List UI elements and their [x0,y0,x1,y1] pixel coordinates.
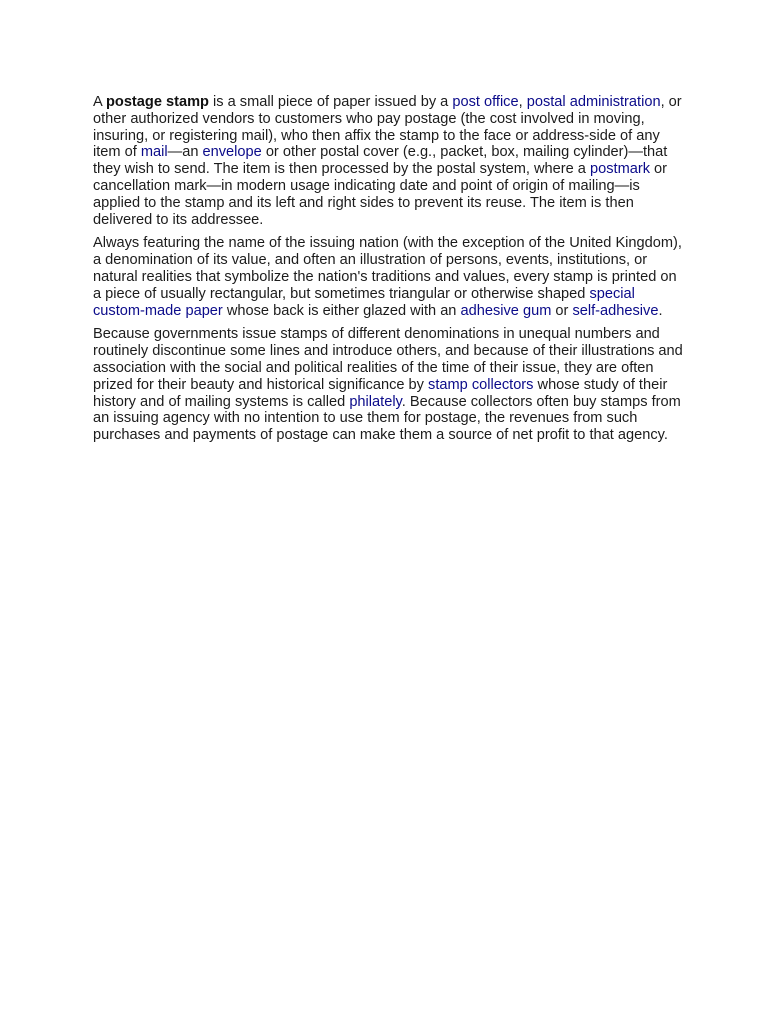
text-run: or other postal cover (e.g., packet, box, mailing cylinder)—that they wish to send. The item is then processed by the postal system, where a [93,144,668,178]
link-adhesive-gum[interactable]: adhesive gum [460,302,552,319]
link-envelope[interactable]: envelope [202,144,262,161]
link-post-office[interactable]: post office [452,94,519,110]
text-run: is a small piece of paper issued by a [208,94,453,110]
text-run: whose study of their history and of mailing systems is called [93,376,668,410]
text-run: or [551,302,573,319]
document-body [93,94,683,451]
paragraph-2 [93,235,683,319]
bold-term: postage stamp [105,94,209,110]
text-run: , [518,94,527,110]
link-mail[interactable]: mail [140,144,168,161]
text-run: . Because collectors often buy stamps from an issuing agency with no intention to use them for postage, the revenues from such purchases and payments of postage can make them a source of net profit to that agency. [93,393,681,444]
text-run: Because governments issue stamps of different denominations in unequal numbers and routinely discontinue some lines and introduce others, and because of their illustrations and association with the social and political realities of the time of their issue, they are often prized for their beauty and historical significance by [93,326,683,393]
link-self-adhesive[interactable]: self-adhesive [572,302,659,319]
text-run: , or other authorized vendors to customers who pay postage (the cost involved in moving, insuring, or registering mail), who then affix the stamp to the face or address-side of any item of [93,94,682,161]
text-run: or cancellation mark—in modern usage indicating date and point of origin of mailing—is applied to the stamp and its left and right sides to prevent its reuse. The item is then delivered to its addressee. [93,161,668,228]
paragraph-3 [93,326,683,444]
link-special-custom-made-paper[interactable]: special custom-made paper [93,285,635,319]
text-run: Always featuring the name of the issuing nation (with the exception of the United Kingdom), a denomination of its value, and often an illustration of persons, events, institutions, or natural realities that symbolize the nation's traditions and values, every stamp is printed on a piece of usually rectangular, but sometimes triangular or otherwise shaped [93,235,682,302]
text-run: . [658,302,663,319]
link-postal-administration[interactable]: postal administration [526,94,661,110]
link-stamp-collectors[interactable]: stamp collectors [428,376,534,393]
text-run: —an [167,144,203,161]
text-run: whose back is either glazed with an [222,302,461,319]
link-postmark[interactable]: postmark [589,161,650,178]
link-philately[interactable]: philately [349,393,402,410]
paragraph-1 [93,94,683,228]
text-run: A [93,94,106,110]
